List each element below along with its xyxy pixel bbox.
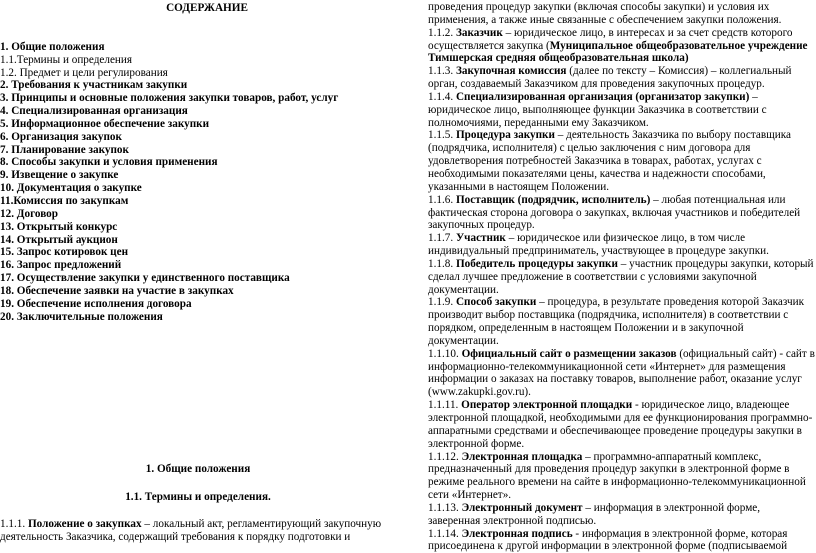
body-text: применения, а также иные связанные с обеспечением закупки положения. xyxy=(428,13,782,26)
body-text: закупочных процедур. xyxy=(428,219,535,232)
text-line xyxy=(428,502,814,515)
body-text: фактическая сторона договора о закупках, включая участников и победителей xyxy=(428,206,801,219)
term-text: Участник xyxy=(455,232,506,245)
body-text: сети «Интернет». xyxy=(428,489,512,502)
body-text: - информация в электронной форме, которая xyxy=(572,527,788,540)
body-text: – юридическое лицо, в интересах и за счет средств которого xyxy=(502,26,793,39)
text-line xyxy=(428,373,814,386)
body-text: 1.1.6. xyxy=(428,193,456,206)
paragraph-1-1-1 xyxy=(0,518,396,544)
text-line xyxy=(428,207,814,220)
text-line xyxy=(428,27,814,40)
paragraph xyxy=(428,296,814,347)
paragraph xyxy=(428,65,814,91)
term-text: Официальный сайт о размещении заказов xyxy=(461,347,677,360)
text-line xyxy=(428,52,814,65)
text-line xyxy=(428,284,814,297)
text-line xyxy=(428,515,814,528)
text-line xyxy=(428,540,814,553)
body-text: необходимыми показателями цены, качества и надежности способами, xyxy=(428,167,766,180)
paragraph xyxy=(428,528,814,553)
body-text: (подрядчика, исполнителя) с целью заключения с ним договора для xyxy=(428,142,751,155)
text-line xyxy=(428,412,814,425)
term-text: Электронная подпись xyxy=(461,527,573,540)
text-line xyxy=(428,1,814,14)
body-text: 1.1.2. xyxy=(428,26,456,39)
term-text: Электронная площадка xyxy=(461,450,583,463)
paragraph-term: Положение о закупках xyxy=(27,518,142,531)
toc-item: 5. Информационное обеспечение закупки xyxy=(0,117,210,130)
body-text: указанными в настоящем Положении. xyxy=(428,180,610,193)
body-text: 1.1.11. xyxy=(428,399,462,412)
toc-item: 16. Запрос предложений xyxy=(0,259,122,272)
paragraph xyxy=(428,348,814,399)
body-text: 1.1.10. xyxy=(428,347,462,360)
body-text: 1.1.14. xyxy=(428,527,462,540)
toc-item: 1. Общие положения xyxy=(0,40,105,53)
body-text: 1.1.9. xyxy=(428,296,456,309)
text-line xyxy=(428,528,814,541)
text-line xyxy=(428,463,814,476)
body-text: электронной форме. xyxy=(428,437,525,450)
toc-item: 11.Комиссия по закупкам xyxy=(0,194,129,207)
text-line xyxy=(428,91,814,104)
paragraph xyxy=(428,1,814,27)
paragraph xyxy=(428,399,814,450)
text-line xyxy=(428,348,814,361)
toc-item: 17. Осуществление закупки у единственного поставщика xyxy=(0,272,290,285)
body-text: орган, создаваемый Заказчиком для проведения закупочных процедур. xyxy=(428,78,765,91)
toc-item: 13. Открытый конкурс xyxy=(0,220,118,233)
body-text: сделал лучшее предложение в соответствии с условиями закупочной xyxy=(428,270,757,283)
body-text: заверенная электронной подписью. xyxy=(428,514,597,527)
term-text: Закупочная комиссия xyxy=(455,65,567,78)
term-text: Тимшерская средняя общеобразовательная школа) xyxy=(428,52,689,65)
body-text: производит выбор поставщика (подрядчика, исполнителя) в соответствии с xyxy=(428,309,789,322)
body-text: информации о заказах на поставку товаров, выполнение работ, оказание услуг xyxy=(428,373,802,386)
body-text: проведения процедур закупки (включая способы закупки) и условия их xyxy=(428,1,770,13)
text-line xyxy=(428,129,814,142)
text-line xyxy=(428,219,814,232)
body-text: (далее по тексту – Комиссия) – коллегиальный xyxy=(566,65,792,78)
body-text: аппаратными средствами и обеспечивающее проведение процедуры закупки в xyxy=(428,424,802,437)
text-line xyxy=(428,117,814,130)
toc-item: 9. Извещение о закупке xyxy=(0,169,119,182)
toc-item: 3. Принципы и основные положения закупки товаров, работ, услуг xyxy=(0,92,339,105)
text-line xyxy=(428,335,814,348)
toc-item: 20. Заключительные положения xyxy=(0,310,163,323)
text-line xyxy=(428,168,814,181)
paragraph xyxy=(428,451,814,502)
text-line xyxy=(428,40,814,53)
term-text: Процедура закупки xyxy=(455,129,555,142)
text-line xyxy=(428,232,814,245)
body-text: 1.1.7. xyxy=(428,232,456,245)
body-text: 1.1.8. xyxy=(428,257,456,270)
toc-item: 14. Открытый аукцион xyxy=(0,233,118,246)
body-text: - юридическое лицо, владеющее xyxy=(632,399,790,412)
body-text: – участник процедуры закупки, который xyxy=(617,257,814,270)
body-text: 1.1.4. xyxy=(428,90,456,103)
text-line xyxy=(428,155,814,168)
text-line xyxy=(428,142,814,155)
body-text: предназначенный для проведения процедур закупки в электронной форме в xyxy=(428,463,790,476)
body-text: (www.zakupki.gov.ru). xyxy=(428,386,531,399)
text-line xyxy=(428,104,814,117)
toc-item: 2. Требования к участникам закупки xyxy=(0,79,188,92)
term-text: Поставщик (подрядчик, исполнитель) xyxy=(455,193,651,206)
toc-item: 10. Документация о закупке xyxy=(0,182,142,195)
text-line xyxy=(428,309,814,322)
body-text: 1.1.12. xyxy=(428,450,462,463)
text-line xyxy=(428,258,814,271)
toc-title: СОДЕРЖАНИЕ xyxy=(166,2,248,14)
text-line xyxy=(428,322,814,335)
body-text: электронной площадкой, необходимыми для ее функционирования программно- xyxy=(428,412,813,424)
text-line xyxy=(428,245,814,258)
body-text: информационно-телекоммуникационной сети «Интернет» для размещения xyxy=(428,360,786,373)
subsection-heading: 1.1. Термины и определения. xyxy=(125,491,271,504)
toc-item: 4. Специализированная организация xyxy=(0,105,188,118)
body-text: 1.1.3. xyxy=(428,65,456,78)
paragraph xyxy=(428,91,814,130)
body-text: – информация в электронной форме, xyxy=(582,501,761,514)
body-text: документации. xyxy=(428,334,499,347)
text-line xyxy=(428,451,814,464)
text-line xyxy=(428,194,814,207)
text-line xyxy=(428,425,814,438)
paragraph xyxy=(428,27,814,66)
body-text: – юридическое или физическое лицо, в том числе xyxy=(505,232,746,245)
body-text: – любая потенциальная или xyxy=(650,193,786,206)
body-text: осуществляется закупка ( xyxy=(428,39,550,52)
paragraph xyxy=(428,502,814,528)
term-text: Оператор электронной площадки xyxy=(461,399,633,412)
paragraph xyxy=(428,129,814,193)
body-text: 1.1.5. xyxy=(428,129,456,142)
term-text: Специализированная организация (организатор закупки) xyxy=(455,90,750,103)
body-text: 1.1.13. xyxy=(428,501,462,514)
body-text: индивидуальный предприниматель, участвующее в процедуре закупки. xyxy=(428,245,769,258)
paragraph xyxy=(428,194,814,233)
body-text: полномочиями, переданными ему Заказчиком. xyxy=(428,116,649,129)
text-line xyxy=(428,65,814,78)
section-heading: 1. Общие положения xyxy=(145,463,251,476)
paragraph-text: – локальный акт, регламентирующий закупочную xyxy=(141,518,382,531)
table-of-contents xyxy=(0,41,396,324)
paragraph-text: деятельность Заказчика, содержащий требования к порядку подготовки и xyxy=(0,530,351,543)
term-text: Муниципальное общеобразовательное учреждение xyxy=(549,39,808,52)
body-text: удовлетворения потребностей Заказчика в товарах, работах, услугах с xyxy=(428,155,762,168)
text-line xyxy=(428,271,814,284)
text-line xyxy=(428,476,814,489)
paragraph-number: 1.1.1. xyxy=(0,518,28,531)
body-text: порядком, определенным в настоящем Положении и в закупочной xyxy=(428,322,744,335)
term-text: Заказчик xyxy=(455,26,503,39)
toc-item: 15. Запрос котировок цен xyxy=(0,246,129,259)
text-line xyxy=(428,296,814,309)
body-text: документации. xyxy=(428,283,499,296)
toc-item: 1.1.Термины и определения xyxy=(0,53,133,66)
toc-item: 19. Обеспечение исполнения договора xyxy=(0,297,192,310)
text-line xyxy=(428,489,814,502)
body-text: – деятельность Заказчика по выбору поставщика xyxy=(554,129,791,142)
term-text: Победитель процедуры закупки xyxy=(455,257,618,270)
text-line xyxy=(428,181,814,194)
paragraph xyxy=(428,232,814,258)
right-column xyxy=(428,1,814,553)
body-text: – процедура, в результате проведения которой Заказчик xyxy=(536,296,805,309)
toc-item: 12. Договор xyxy=(0,207,58,220)
body-text: юридическое лицо, выполняющее функции Заказчика в соответствии с xyxy=(428,103,767,116)
left-column xyxy=(0,0,396,544)
body-text: режиме реального времени на сайте в информационно-телекоммуникационной xyxy=(428,476,806,489)
body-text: – xyxy=(749,90,758,103)
blank-space xyxy=(0,323,396,463)
text-line xyxy=(428,78,814,91)
text-line xyxy=(428,386,814,399)
text-line xyxy=(428,399,814,412)
term-text: Электронный документ xyxy=(461,501,583,514)
body-text: – программно-аппаратный комплекс, xyxy=(582,450,762,463)
toc-item: 18. Обеспечение заявки на участие в закупках xyxy=(0,284,234,297)
text-line xyxy=(428,361,814,374)
text-line xyxy=(428,438,814,451)
body-text: присоединена к другой информации в электронной форме (подписываемой xyxy=(428,540,788,553)
body-text: (официальный сайт) - сайт в xyxy=(676,347,815,360)
toc-item: 8. Способы закупки и условия применения xyxy=(0,156,218,169)
toc-item: 6. Организация закупок xyxy=(0,130,122,143)
toc-item: 7. Планирование закупок xyxy=(0,143,129,156)
toc-item: 1.2. Предмет и цели регулирования xyxy=(0,66,168,79)
text-line xyxy=(428,14,814,27)
term-text: Способ закупки xyxy=(455,296,537,309)
paragraph xyxy=(428,258,814,297)
